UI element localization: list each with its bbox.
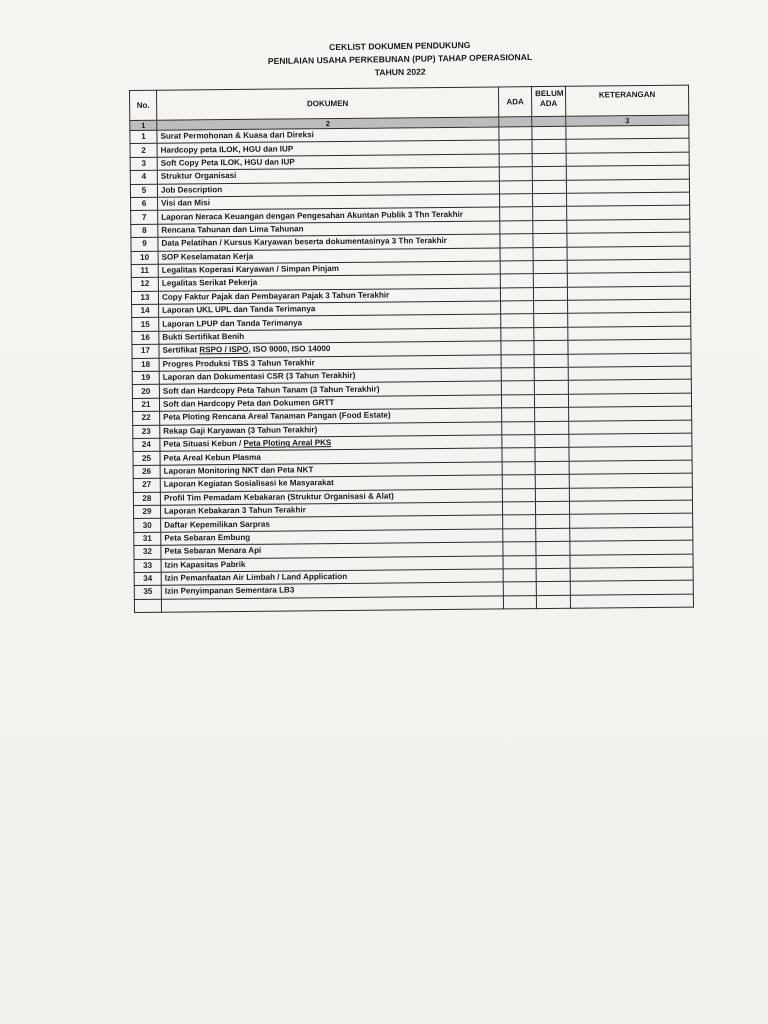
- ada-cell: [502, 448, 535, 462]
- ada-cell: [500, 234, 533, 248]
- belum-ada-cell: [534, 314, 568, 328]
- belum-ada-cell: [536, 555, 570, 569]
- belum-ada-cell: [534, 341, 568, 355]
- ada-cell: [503, 555, 536, 569]
- ada-cell: [502, 488, 535, 502]
- ada-cell: [500, 261, 533, 275]
- title-line-2: PENILAIAN USAHA PERKEBUNAN (PUP) TAHAP OPERASIONAL: [267, 51, 533, 67]
- row-document: Laporan UKL UPL dan Tanda Terimanya: [159, 301, 501, 318]
- belum-ada-cell: [533, 220, 567, 234]
- ada-cell: [502, 435, 535, 449]
- belum-ada-cell: [536, 582, 570, 596]
- belum-ada-cell: [533, 274, 567, 288]
- row-document: Legalitas Serikat Pekerja: [158, 274, 500, 291]
- keterangan-cell: [568, 353, 691, 368]
- belum-ada-cell: [536, 541, 570, 555]
- keterangan-cell: [568, 339, 691, 354]
- ada-cell: [499, 127, 532, 141]
- keterangan-cell: [570, 554, 693, 569]
- row-number: 25: [133, 452, 160, 466]
- row-number: 21: [132, 398, 159, 412]
- belum-ada-cell: [533, 233, 567, 247]
- header-ada: ADA: [498, 87, 531, 117]
- keterangan-cell: [567, 259, 690, 274]
- belum-ada-cell: [535, 421, 569, 435]
- header-dokumen: DOKUMEN: [157, 87, 499, 120]
- row-number: 1: [130, 130, 157, 144]
- row-number: 29: [133, 505, 160, 519]
- row-number: 33: [134, 559, 161, 573]
- belum-ada-cell: [532, 126, 566, 140]
- ada-cell: [501, 368, 534, 382]
- row-number: 20: [132, 385, 159, 399]
- ada-cell: [500, 247, 533, 261]
- keterangan-cell: [568, 393, 691, 408]
- keterangan-cell: [567, 272, 690, 287]
- belum-ada-cell: [536, 515, 570, 529]
- row-number: 23: [133, 425, 160, 439]
- keterangan-cell: [567, 219, 690, 234]
- row-number: 31: [134, 532, 161, 546]
- keterangan-cell: [570, 513, 693, 528]
- row-number: 5: [130, 184, 157, 198]
- empty-cell: [134, 599, 161, 613]
- ada-cell: [503, 515, 536, 529]
- keterangan-cell: [570, 567, 693, 582]
- row-document: Surat Permohonan & Kuasa dari Direksi: [157, 127, 499, 144]
- row-number: 27: [133, 478, 160, 492]
- header-belum-line1: BELUM: [535, 88, 564, 99]
- keterangan-cell: [569, 433, 692, 448]
- row-document: Izin Pemanfaatan Air Limbah / Land Application: [161, 569, 503, 586]
- ada-cell: [500, 194, 533, 208]
- title-line-3: TAHUN 2022: [374, 66, 426, 78]
- ada-cell: [500, 207, 533, 221]
- ada-cell: [502, 475, 535, 489]
- row-document: Job Description: [157, 181, 499, 198]
- checklist-table: [129, 85, 694, 613]
- row-document: Profil Tim Pemadam Kebakaran (Struktur Organisasi & Alat): [160, 488, 502, 505]
- ada-cell: [501, 314, 534, 328]
- ada-cell: [503, 582, 536, 596]
- ada-cell: [500, 287, 533, 301]
- ada-cell: [499, 167, 532, 181]
- belum-ada-cell: [534, 327, 568, 341]
- row-document: Progres Produksi TBS 3 Tahun Terakhir: [159, 355, 501, 372]
- keterangan-cell: [566, 165, 689, 180]
- belum-ada-cell: [535, 474, 569, 488]
- ada-cell: [501, 341, 534, 355]
- row-number: 19: [132, 371, 159, 385]
- row-number: 6: [131, 197, 158, 211]
- ada-cell: [502, 408, 535, 422]
- empty-cell: [503, 595, 536, 609]
- checklist-rows: [130, 125, 694, 612]
- ada-cell: [503, 528, 536, 542]
- keterangan-cell: [569, 446, 692, 461]
- keterangan-cell: [569, 406, 692, 421]
- row-number: 15: [132, 318, 159, 332]
- row-document-part: Sertifikat: [162, 345, 200, 356]
- row-number: 7: [131, 211, 158, 225]
- belum-ada-cell: [533, 260, 567, 274]
- row-document: Izin Kapasitas Pabrik: [161, 555, 503, 572]
- belum-ada-cell: [534, 381, 568, 395]
- colnum-1: 1: [130, 120, 157, 130]
- belum-ada-cell: [532, 166, 566, 180]
- header-keterangan: KETERANGAN: [565, 85, 688, 116]
- row-document-underlined: Peta Ploting Areal PKS: [243, 438, 332, 449]
- belum-ada-cell: [533, 207, 567, 221]
- row-number: 22: [133, 411, 160, 425]
- row-number: 30: [134, 519, 161, 533]
- row-number: 2: [130, 144, 157, 158]
- empty-cell: [570, 594, 693, 609]
- keterangan-cell: [567, 232, 690, 247]
- checklist-table-wrapper: [129, 85, 694, 613]
- keterangan-cell: [566, 139, 689, 154]
- keterangan-cell: [568, 313, 691, 328]
- ada-cell: [501, 394, 534, 408]
- ada-cell: [500, 220, 533, 234]
- keterangan-cell: [570, 540, 693, 555]
- belum-ada-cell: [536, 528, 570, 542]
- belum-ada-cell: [534, 394, 568, 408]
- ada-cell: [501, 327, 534, 341]
- header-belum-line2: ADA: [539, 98, 558, 109]
- keterangan-cell: [566, 125, 689, 140]
- row-document: SOP Keselamatan Kerja: [158, 247, 500, 264]
- row-document: Laporan Monitoring NKT dan Peta NKT: [160, 462, 502, 479]
- ada-cell: [503, 542, 536, 556]
- belum-ada-cell: [533, 247, 567, 261]
- keterangan-cell: [566, 152, 689, 167]
- colnum-belum: [532, 116, 566, 126]
- row-document: Izin Penyimpanan Sementara LB3: [161, 582, 503, 599]
- row-document: Laporan dan Dokumentasi CSR (3 Tahun Terakhir): [159, 368, 501, 385]
- keterangan-cell: [569, 473, 692, 488]
- keterangan-cell: [568, 366, 691, 381]
- row-document: Laporan LPUP dan Tanda Terimanya: [159, 314, 501, 331]
- row-number: 26: [133, 465, 160, 479]
- row-number: 4: [130, 170, 157, 184]
- row-document: Laporan Kegiatan Sosialisasi ke Masyarakat: [160, 475, 502, 492]
- belum-ada-cell: [534, 367, 568, 381]
- empty-cell: [161, 596, 503, 613]
- row-document: Soft Copy Peta ILOK, HGU dan IUP: [157, 154, 499, 171]
- row-number: 16: [132, 331, 159, 345]
- row-number: 9: [131, 237, 158, 251]
- row-document: Laporan Neraca Keuangan dengan Pengesahan Akuntan Publik 3 Thn Terakhir: [158, 207, 500, 224]
- keterangan-cell: [570, 580, 693, 595]
- ada-cell: [502, 461, 535, 475]
- keterangan-cell: [568, 380, 691, 395]
- row-document: Rekap Gaji Karyawan (3 Tahun Terakhir): [160, 422, 502, 439]
- row-number: 12: [131, 278, 158, 292]
- row-document-part: , ISO 9000, ISO 14000: [248, 344, 331, 355]
- keterangan-cell: [569, 460, 692, 475]
- belum-ada-cell: [535, 434, 569, 448]
- row-document: Visi dan Misi: [158, 194, 500, 211]
- row-number: 35: [134, 585, 161, 599]
- ada-cell: [500, 274, 533, 288]
- belum-ada-cell: [535, 407, 569, 421]
- belum-ada-cell: [532, 180, 566, 194]
- keterangan-cell: [567, 205, 690, 220]
- row-document-part: Peta Situasi Kebun /: [163, 439, 244, 449]
- belum-ada-cell: [533, 193, 567, 207]
- keterangan-cell: [569, 420, 692, 435]
- row-document: Peta Sebaran Menara Api: [161, 542, 503, 559]
- ada-cell: [501, 354, 534, 368]
- keterangan-cell: [567, 286, 690, 301]
- keterangan-cell: [569, 500, 692, 515]
- row-document: Laporan Kebakaran 3 Tahun Terakhir: [160, 502, 502, 519]
- colnum-2: 2: [157, 117, 499, 130]
- row-number: 8: [131, 224, 158, 238]
- ada-cell: [499, 153, 532, 167]
- row-document: Soft dan Hardcopy Peta dan Dokumen GRTT: [159, 395, 501, 412]
- row-number: 17: [132, 344, 159, 358]
- row-document: Copy Faktur Pajak dan Pembayaran Pajak 3 Tahun Terakhir: [158, 288, 500, 305]
- empty-cell: [536, 595, 570, 609]
- ada-cell: [501, 301, 534, 315]
- row-document-underlined: RSPO / ISPO: [199, 345, 249, 355]
- row-document: Peta Ploting Rencana Areal Tanaman Pangan (Food Estate): [160, 408, 502, 425]
- row-number: 34: [134, 572, 161, 586]
- belum-ada-cell: [535, 488, 569, 502]
- ada-cell: [503, 569, 536, 583]
- document-title: [200, 37, 601, 82]
- row-document: Data Pelatihan / Kursus Karyawan beserta dokumentasinya 3 Thn Terakhir: [158, 234, 500, 251]
- row-document: Hardcopy peta ILOK, HGU dan IUP: [157, 140, 499, 157]
- row-document: Soft dan Hardcopy Peta Tahun Tanam (3 Tahun Terakhir): [159, 381, 501, 398]
- row-document: Daftar Kepemilikan Sarpras: [161, 515, 503, 532]
- title-line-1: CEKLIST DOKUMEN PENDUKUNG: [329, 39, 471, 53]
- row-number: 13: [131, 291, 158, 305]
- ada-cell: [502, 502, 535, 516]
- row-number: 28: [133, 492, 160, 506]
- keterangan-cell: [567, 246, 690, 261]
- row-number: 24: [133, 438, 160, 452]
- row-document: Rencana Tahunan dan Lima Tahunan: [158, 221, 500, 238]
- row-number: 18: [132, 358, 159, 372]
- row-document: Legalitas Koperasi Karyawan / Simpan Pinjam: [158, 261, 500, 278]
- belum-ada-cell: [536, 568, 570, 582]
- belum-ada-cell: [532, 153, 566, 167]
- ada-cell: [502, 421, 535, 435]
- belum-ada-cell: [533, 287, 567, 301]
- colnum-3: 3: [566, 115, 689, 126]
- keterangan-cell: [568, 326, 691, 341]
- keterangan-cell: [566, 179, 689, 194]
- row-number: 32: [134, 545, 161, 559]
- header-no: No.: [130, 90, 157, 120]
- row-number: 14: [132, 304, 159, 318]
- row-document: Peta Sebaran Embung: [161, 529, 503, 546]
- belum-ada-cell: [534, 300, 568, 314]
- row-number: 11: [131, 264, 158, 278]
- keterangan-cell: [567, 192, 690, 207]
- belum-ada-cell: [534, 354, 568, 368]
- row-number: 10: [131, 251, 158, 265]
- row-document: Bukti Sertifikat Benih: [159, 328, 501, 345]
- ada-cell: [499, 180, 532, 194]
- row-number: 3: [130, 157, 157, 171]
- keterangan-cell: [568, 299, 691, 314]
- keterangan-cell: [570, 527, 693, 542]
- colnum-ada: [499, 117, 532, 127]
- keterangan-cell: [569, 487, 692, 502]
- ada-cell: [501, 381, 534, 395]
- belum-ada-cell: [535, 501, 569, 515]
- belum-ada-cell: [535, 448, 569, 462]
- belum-ada-cell: [532, 140, 566, 154]
- belum-ada-cell: [535, 461, 569, 475]
- ada-cell: [499, 140, 532, 154]
- row-document: Peta Areal Kebun Plasma: [160, 448, 502, 465]
- row-document: Struktur Organisasi: [157, 167, 499, 184]
- header-belum-ada: [531, 86, 565, 116]
